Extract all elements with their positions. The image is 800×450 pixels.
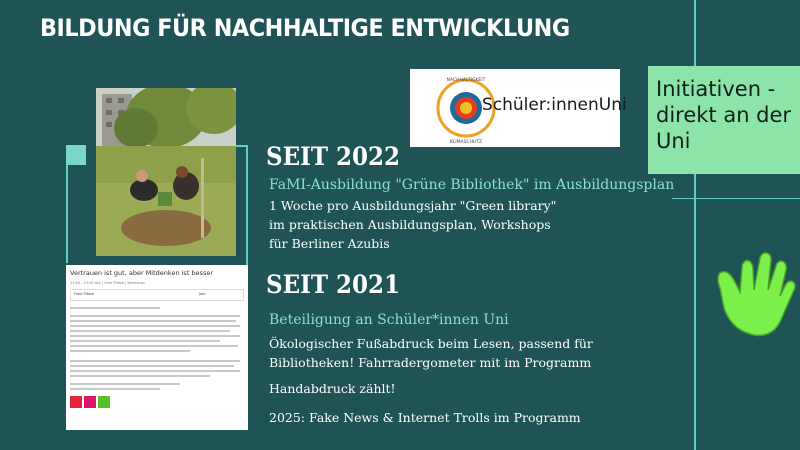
body-2022: 1 Woche pro Ausbildungsjahr "Green library" im praktischen Ausbildungsplan, Workshops für Berliner Azubis (269, 198, 557, 251)
doc-text-line (70, 335, 240, 337)
horizontal-divider (672, 198, 800, 199)
doc-table-col1: Freie Plätze (74, 292, 95, 296)
body-2021-text: Ökologischer Fußabdruck beim Lesen, passend für Bibliotheken! Fahrradergometer mit im Programm (269, 336, 593, 370)
doc-text-line (70, 307, 160, 309)
doc-text-line (70, 350, 190, 352)
doc-text-line (70, 370, 240, 372)
sdg-icon (98, 396, 110, 408)
doc-text-line (70, 320, 236, 322)
hand-icon (706, 248, 800, 340)
side-callout-text: Initiativen - direkt an der Uni (656, 77, 792, 153)
accent-square (66, 145, 86, 165)
doc-table (70, 289, 244, 301)
workshop-document-snippet (66, 265, 248, 430)
doc-text-line (70, 365, 234, 367)
accent-line (66, 163, 68, 263)
doc-text-line (70, 375, 210, 377)
doc-text-line (70, 330, 230, 332)
sdg-icon (70, 396, 82, 408)
subtitle-2022: FaMI-Ausbildung "Grüne Bibliothek" im Ausbildungsplan (269, 177, 675, 193)
subtitle-2021: Beteiligung an Schüler*innen Uni (269, 312, 509, 328)
doc-title: Vertrauen ist gut, aber Mitdenken ist besser (70, 269, 214, 277)
doc-text-line (70, 345, 238, 347)
body-2021-handprint: Handabdruck zählt! (269, 381, 396, 396)
garden-photo (96, 88, 236, 256)
heading-2021: SEIT 2021 (266, 270, 401, 299)
doc-text-line (70, 325, 240, 327)
sdg-icon (84, 396, 96, 408)
doc-meta: 11:00 - 13:00 Uhr | freie Plätze | Workshop (70, 281, 145, 285)
heading-2022: SEIT 2022 (266, 142, 401, 171)
slide-title: BILDUNG FÜR NACHHALTIGE ENTWICKLUNG (40, 14, 570, 42)
doc-text-line (70, 315, 240, 317)
doc-text-line (70, 388, 160, 390)
logo-ring-bottom: KLIMASCHUTZ (449, 140, 483, 145)
logo-wordmark: Schüler:innenUni (482, 95, 627, 115)
doc-text-line (70, 360, 240, 362)
body-2021-2025: 2025: Fake News & Internet Trolls im Programm (269, 410, 581, 425)
doc-table-col2: Jahr (199, 292, 206, 296)
doc-text-line (70, 340, 220, 342)
logo-ring-top: NACHHALTIGKEIT (446, 78, 486, 83)
doc-text-line (70, 383, 180, 385)
